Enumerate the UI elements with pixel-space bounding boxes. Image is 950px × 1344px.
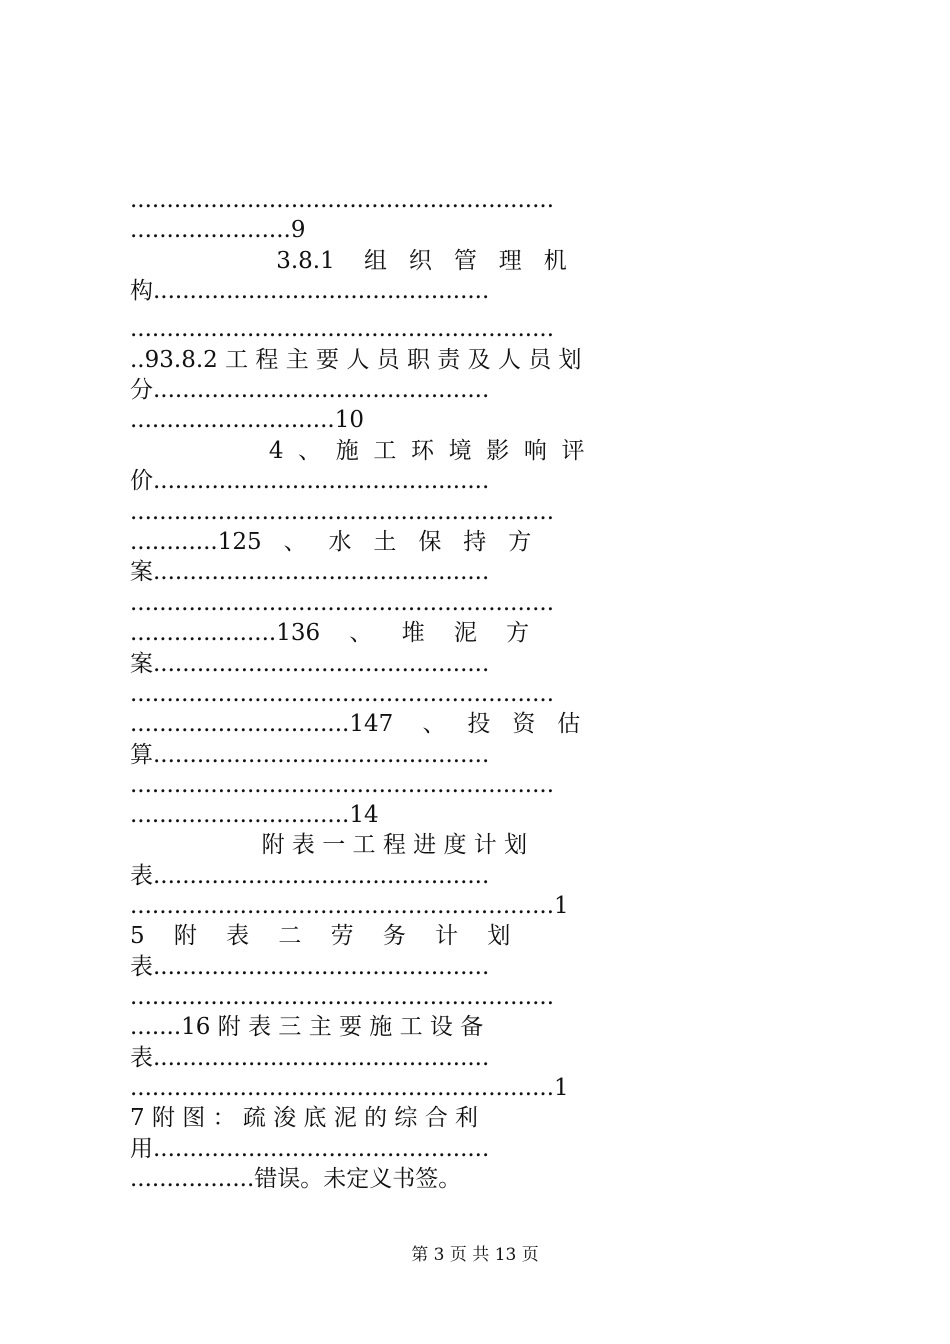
toc-line: .......................................................... bbox=[130, 681, 555, 707]
toc-line: ............................10 bbox=[130, 407, 364, 433]
toc-line: 3.8.1 组 织 管 理 机 bbox=[130, 248, 567, 274]
toc-line: .......16 附 表 三 主 要 施 工 设 备 bbox=[130, 1014, 484, 1040]
toc-line: 7 附 图 ： 疏 浚 底 泥 的 综 合 利 bbox=[130, 1105, 479, 1131]
toc-line: .......................................................... bbox=[130, 316, 555, 342]
toc-line: 分.............................................. bbox=[130, 377, 490, 403]
toc-line: 算.............................................. bbox=[130, 742, 490, 768]
toc-line: 表.............................................. bbox=[130, 954, 490, 980]
toc-line: 构.............................................. bbox=[130, 278, 490, 304]
toc-line: 附 表 一 工 程 进 度 计 划 bbox=[130, 832, 528, 858]
toc-line: 案.............................................. bbox=[130, 651, 490, 677]
toc-line: 表.............................................. bbox=[130, 863, 490, 889]
toc-line: ..........................................................1 bbox=[130, 893, 569, 919]
toc-line: ..............................147 、 投 资 估 bbox=[130, 711, 581, 737]
toc-line: .......................................................... bbox=[130, 187, 555, 213]
toc-line: 5 附 表 二 劳 务 计 划 bbox=[130, 923, 511, 949]
toc-line: 表.............................................. bbox=[130, 1045, 490, 1071]
toc-line: .......................................................... bbox=[130, 772, 555, 798]
toc-line: .......................................................... bbox=[130, 984, 555, 1010]
toc-line: ..........................................................1 bbox=[130, 1075, 569, 1101]
toc-line: .......................................................... bbox=[130, 499, 555, 525]
toc-line: ............125 、 水 土 保 持 方 bbox=[130, 529, 532, 555]
toc-line: 4 、 施 工 环 境 影 响 评 bbox=[130, 438, 585, 464]
toc-line: 案.............................................. bbox=[130, 559, 490, 585]
toc-line: ....................136 、 堆 泥 方 bbox=[130, 620, 530, 646]
toc-line: ..............................14 bbox=[130, 802, 379, 828]
toc-line: ......................9 bbox=[130, 217, 306, 243]
toc-line: ..93.8.2 工 程 主 要 人 员 职 责 及 人 员 划 bbox=[130, 347, 582, 373]
toc-line: 价.............................................. bbox=[130, 468, 490, 494]
toc-line: .................错误。未定义书签。 bbox=[130, 1166, 462, 1192]
toc-line: .......................................................... bbox=[130, 590, 555, 616]
page-footer: 第 3 页 共 13 页 bbox=[411, 1245, 539, 1265]
toc-line: 用.............................................. bbox=[130, 1136, 490, 1162]
